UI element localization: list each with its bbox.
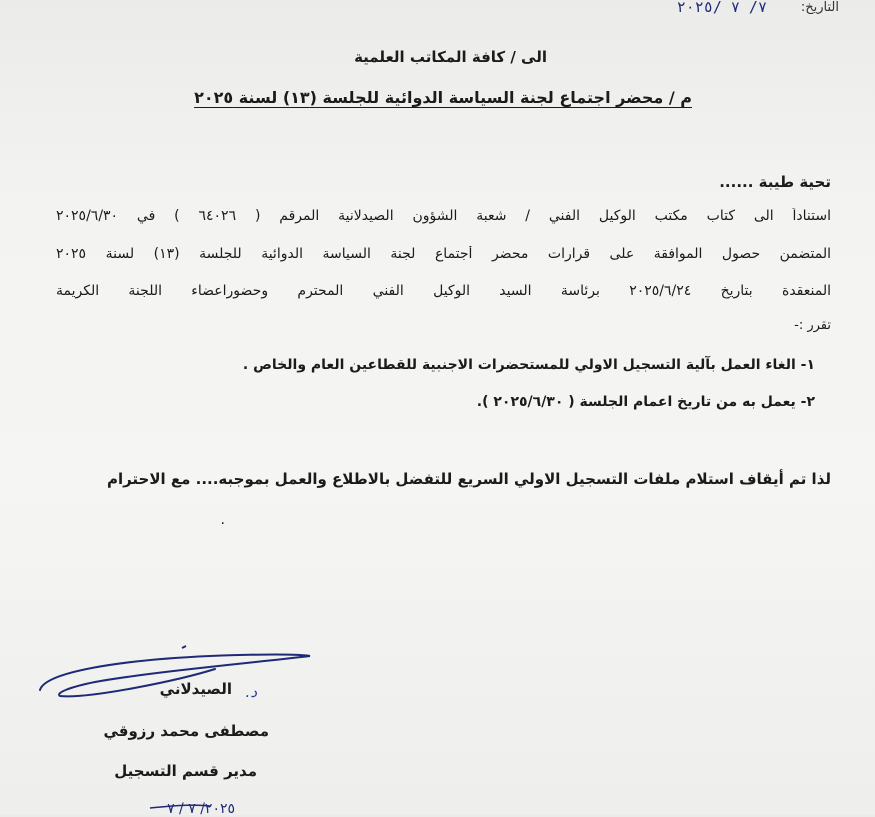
recipient-line: الى / كافة المكاتب العلمية xyxy=(354,48,547,66)
signatory-title: الصيدلاني xyxy=(159,680,232,698)
body-line-1: استناداً الى كتاب مكتب الوكيل الفني / شعبة الشؤون الصيدلانية المرقم ( ٦٤٠٢٦ ) في ٢٠٢٥/٦/٣٠ xyxy=(56,208,831,224)
signatory-role: مدير قسم التسجيل xyxy=(114,762,257,780)
stray-dot: . xyxy=(220,512,225,528)
greeting: تحية طيبة ...... xyxy=(719,173,831,191)
resolution-item-2: ٢- يعمل به من تاريخ اعمام الجلسة ( ٢٠٢٥/٦/٣٠ ). xyxy=(476,394,815,410)
signature-date: ٢٠٢٥/ ٧ / ٧ xyxy=(167,801,235,817)
doctor-title-mark: د. xyxy=(245,683,257,701)
resolution-label: تقرر :- xyxy=(794,318,831,333)
handwritten-date: ٧/ ٧ /٢٠٢٥ xyxy=(676,0,767,16)
body-line-2: المتضمن حصول الموافقة على قرارات محضر أجتماع لجنة السياسة الدوائية للجلسة (١٣) لسنة ٢٠٢٥ xyxy=(56,246,831,262)
body-line-3: المنعقدة بتاريخ ٢٠٢٥/٦/٢٤ برئاسة السيد الوكيل الفني المحترم وحضوراعضاء اللجنة الكريمة xyxy=(56,283,831,299)
closing-statement: لذا تم أيقاف استلام ملفات التسجيل الاولي السريع للتفضل بالاطلاع والعمل بموجبه.... مع الاحترام xyxy=(106,470,831,488)
date-label: التاريخ: xyxy=(800,0,839,15)
signatory-name: مصطفى محمد رزوقي xyxy=(103,722,269,740)
subject-line: م / محضر اجتماع لجنة السياسة الدوائية للجلسة (١٣) لسنة ٢٠٢٥ xyxy=(194,88,692,107)
resolution-item-1: ١- الغاء العمل بآلية التسجيل الاولي للمستحضرات الاجنبية للقطاعين العام والخاص . xyxy=(242,357,815,373)
